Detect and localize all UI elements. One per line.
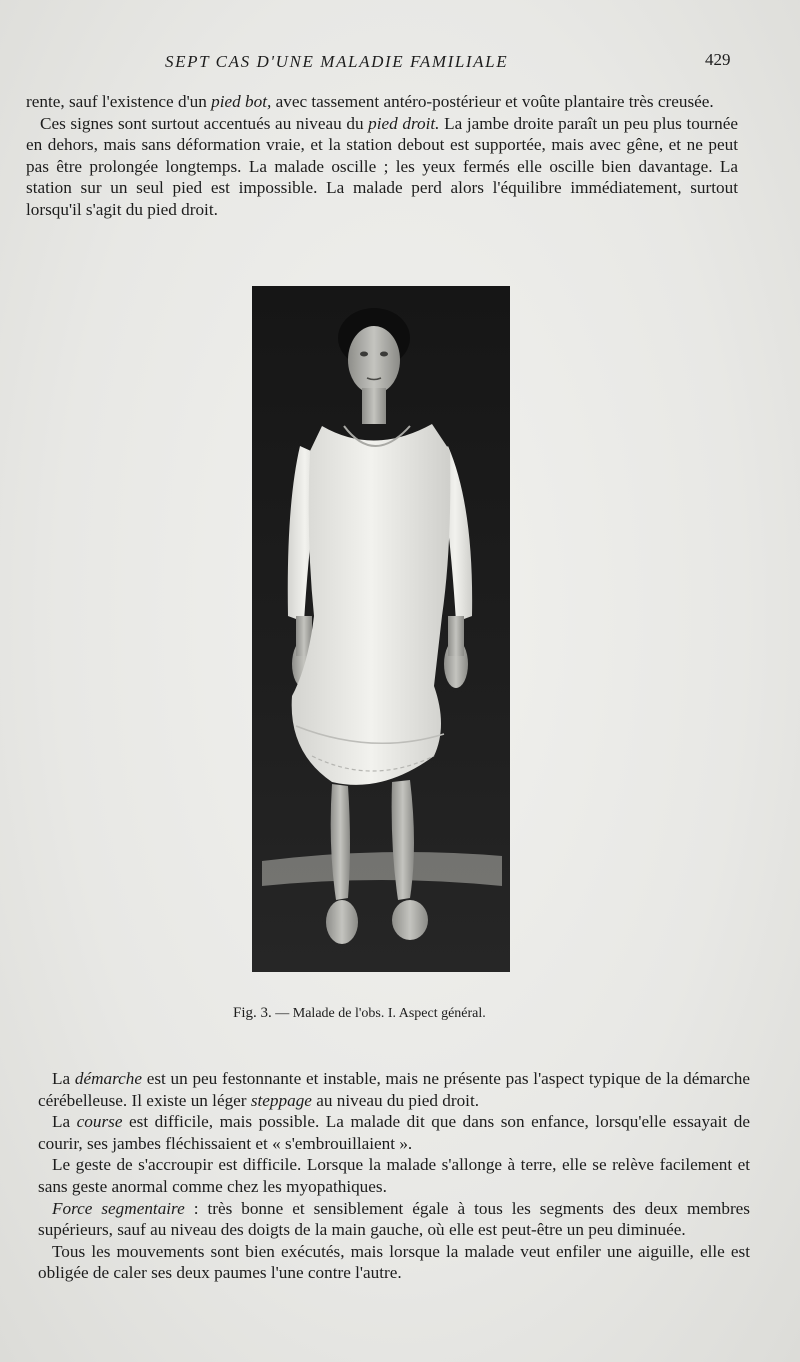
paragraph-pied-bot: rente, sauf l'existence d'un pied bot, avec tassement antéro-postérieur et voûte plantaire très creusée. xyxy=(26,92,714,111)
page-number: 429 xyxy=(705,50,731,69)
running-head xyxy=(0,52,800,76)
top-text-block xyxy=(26,91,738,221)
paragraph-pied-droit: Ces signes sont surtout accentués au niveau du pied droit. La jambe droite paraît un peu plus tournée en dehors, mais sans déformation vraie, et la station debout est supportée, mais avec gêne, et ne peut pas être prolongée longtemps. La malade oscille ; les yeux fermés elle oscille bien davantage. La station sur un seul pied est impossible. La malade perd alors l'équilibre immédiatement, surtout lorsqu'il s'agit du pied droit. xyxy=(26,113,738,219)
paragraph-course: La course est difficile, mais possible. La malade dit que dans son enfance, lorsqu'elle essayait de courir, ses jambes fléchissaient et « s'embrouillaient ». xyxy=(38,1112,750,1153)
patient-photograph-image xyxy=(252,286,510,972)
bottom-text-block xyxy=(38,1068,750,1284)
patient-photograph xyxy=(252,286,510,972)
running-title: SEPT CAS D'UNE MALADIE FAMILIALE xyxy=(165,52,509,71)
paragraph-mouvements: Tous les mouvements sont bien exécutés, mais lorsque la malade veut enfiler une aiguille, elle est obligée de caler ses deux paumes l'une contre l'autre. xyxy=(38,1241,750,1283)
figure-caption xyxy=(233,1005,486,1022)
figure-caption-label: Fig. 3. xyxy=(233,1005,272,1021)
paragraph-accroupir: Le geste de s'accroupir est difficile. Lorsque la malade s'allonge à terre, elle se relève facilement et sans geste anormal comme chez les myopathiques. xyxy=(38,1155,750,1196)
paragraph-force-segmentaire: Force segmentaire : très bonne et sensiblement égale à tous les segments des deux membres supérieurs, sauf au niveau des doigts de la main gauche, où elle est peut-être un peu diminuée. xyxy=(38,1198,750,1240)
paragraph-demarche: La démarche est un peu festonnante et instable, mais ne présente pas l'aspect typique de la démarche cérébelleuse. Il existe un léger steppage au niveau du pied droit. xyxy=(38,1069,750,1110)
figure-caption-text: — Malade de l'obs. I. Aspect général. xyxy=(271,1006,486,1021)
